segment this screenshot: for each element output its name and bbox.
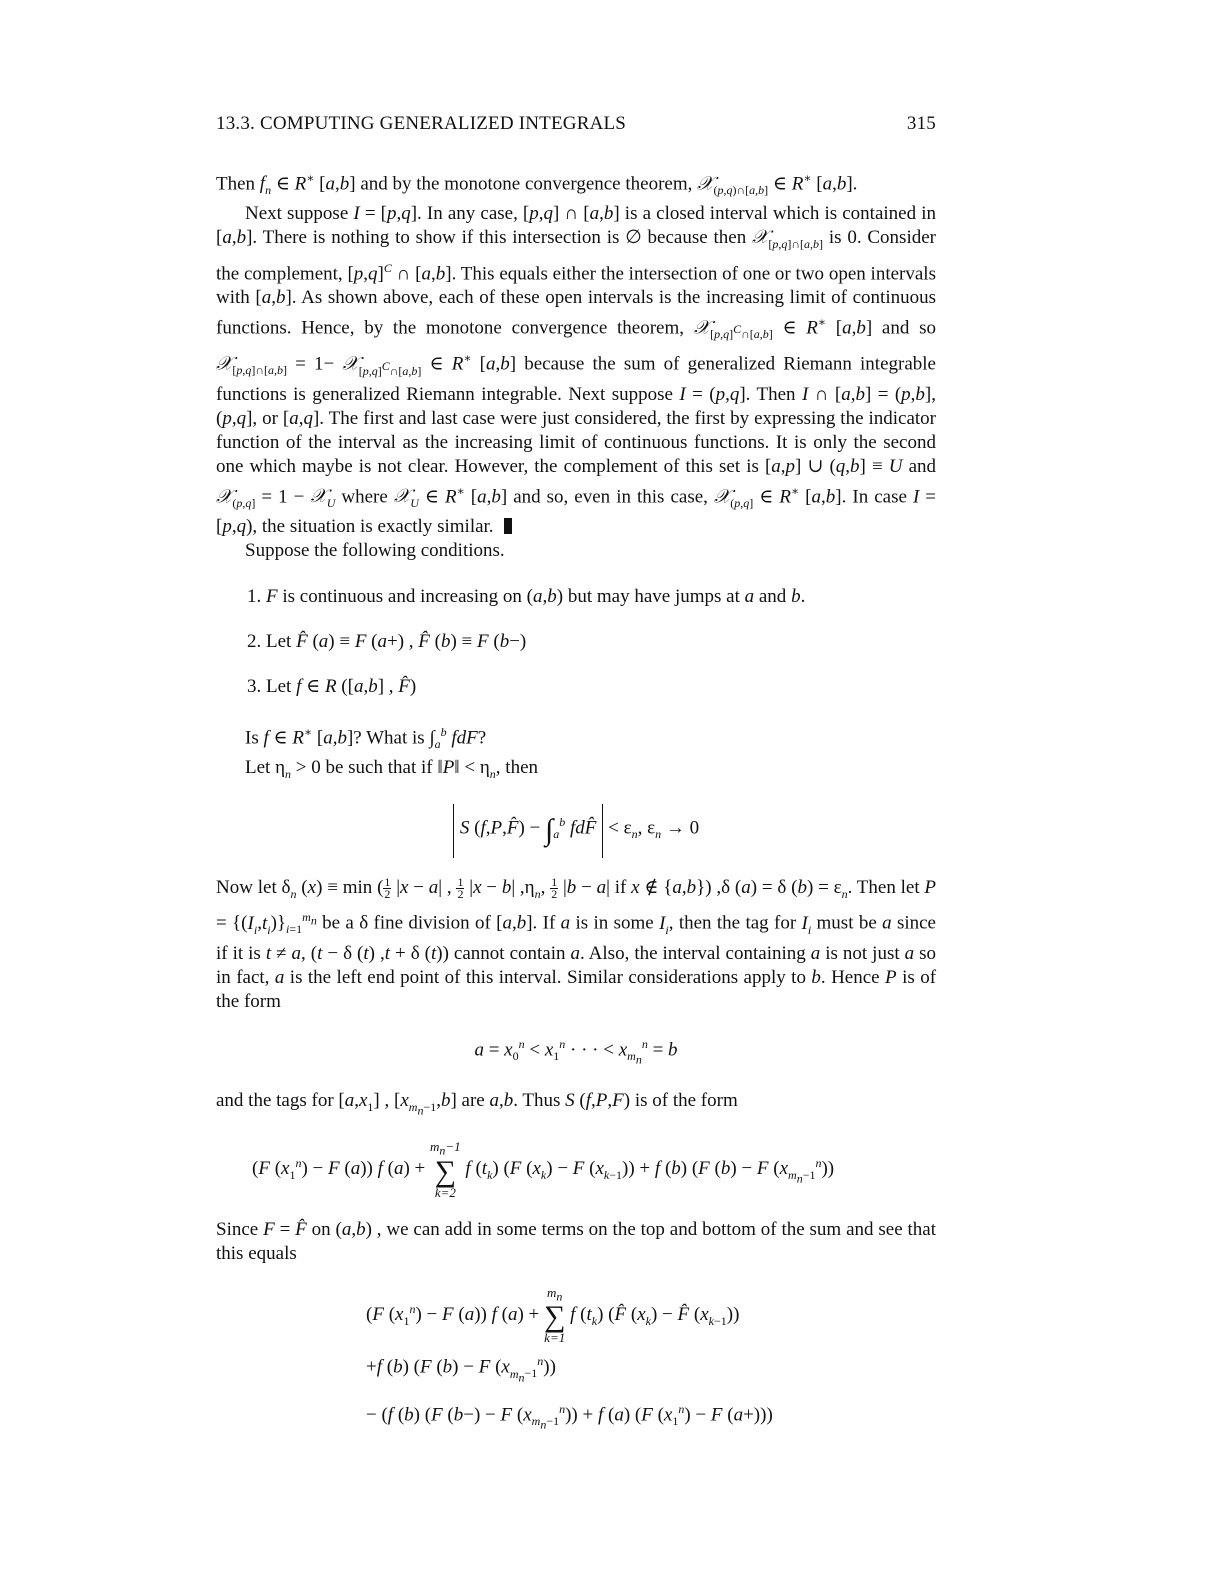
equation-1: S (f,P,F̂) − $\int_a^b$ fdF̂ < $\varepsilon_n$, $\varepsilon_n \to 0$ xyxy=(216,804,936,858)
running-header xyxy=(216,112,936,136)
equation-2: $a = x_0^n < x_1^n$ · · · < $x_{m_n}^n = b$ xyxy=(474,1036,678,1067)
paragraph-8: Since F = F̂ on (a,b) , we can add in some terms on the top and bottom of the sum and see that this equals xyxy=(216,1218,937,1264)
equation-4 xyxy=(366,1286,936,1441)
equation-4-line-1: (F $(x_1^n) - F$ (a)) f (a) + $m_n$ ∑ k=1 f $(t_k)$ (F̂ $(x_k)$ − F̂ $(x_{k-1})$) xyxy=(366,1284,740,1346)
paragraph-7: and the tags for $[a,x_1]$ , $[x_{m_n-1},b]$ are a,b. Thus S (f,P,F) is of the form xyxy=(216,1090,738,1118)
section-title: 13.3. COMPUTING GENERALIZED INTEGRALS xyxy=(216,113,627,134)
condition-3: 3. Let f ∈ R ([a,b] , F̂) xyxy=(266,675,936,699)
page-content xyxy=(216,112,936,1441)
paragraph-2: Next suppose I = [p,q]. In any case, [p,q] ∩ [a,b] is a closed interval which is contained in [a,b]. There is nothing to show if this intersection is ∅ because then 𝒳$_{[p,q]\cap[a,b]}$ is 0. Consider the complement, $[p,q]^C$ ∩ [a,b]. This equals either the intersection of one or two open intervals with [a,b]. As shown above, each of these open intervals is the increasing limit of continuous functions. Hence, by the monotone convergence theorem, 𝒳$_{[p,q]^C\cap[a,b]}$ ∈ R∗ [a,b] and so 𝒳$_{[p,q]\cap[a,b]}$ = 1− 𝒳$_{[p,q]^C\cap[a,b]}$ ∈ R∗ [a,b] because the sum of generalized Riemann integrable functions is generalized Riemann integrable. Next suppose I = (p,q]. Then I ∩ [a,b] = (p,b], (p,q], or [a,q]. The first and last case were just considered, the first by expressing the indicator function of the interval as the increasing limit of continuous functions. It is only the second one which maybe is not clear. However, the complement of this set is [a,p] ∪ (q,b] ≡ U and 𝒳$_{(p,q]}$ = 1 − 𝒳$_U$ where 𝒳$_U$ ∈ R∗ [a,b] and so, even in this case, 𝒳$_{(p,q]}$ ∈ R∗ [a,b]. In case I = [p,q), the situation is exactly similar. xyxy=(216,203,937,537)
qed-box xyxy=(504,518,512,534)
paragraph-4: Is f ∈ R∗ [a,b]? What is $\int_a^b$ fdF? xyxy=(245,724,487,751)
page-number: 315 xyxy=(906,113,936,134)
paragraph-5: Let $\eta_n > 0$ be such that if ‖P‖ < $\eta_n$, then xyxy=(245,756,539,781)
equation-3: (F $(x_1^n) - F$ (a)) f (a) + $m_n-1$ ∑ k=2 f $(t_k)$ (F $(x_k) - F$ $(x_{k-1})) + f$ (b) (F (b) − F $(x_{m_n-1}^n)$) xyxy=(252,1139,835,1200)
paragraph-6: Now let $\delta_n$ (x) ≡ min ( $\frac{1}{2}$ |x − a| , $\frac{1}{2}$ |x − b| $,\eta_n$, $\frac{1}{2}$ |b − a| if x ∉ {a,b}) ,δ (a) = δ $(b) = \varepsilon_n$. Then let $P = \{(I_i,t_i)\}_{i=1}^{m_n}$ be a δ fine division of [a,b]. If a is in some $I_i$, then the tag for $I_i$ must be a since if it is t ≠ a, (t − δ (t) ,t + δ (t)) cannot contain a. Also, the interval containing a is not just a so in fact, a is the left end point of this interval. Similar considerations apply to b. Hence P is of the form xyxy=(216,874,937,1012)
condition-1: 1. F is continuous and increasing on (a,b) but may have jumps at a and b. xyxy=(266,585,936,609)
paragraph-1: Then $f_n$ ∈ R∗ [a,b] and by the monotone convergence theorem, 𝒳$_{(p,q)\cap[a,b]}$ ∈ R∗ [a,b]. xyxy=(216,171,858,198)
equation-4-line-3: − (f (b) (F (b−) − F $(x_{m_n-1}^n)) + f$ (a) (F $(x_1^n) - F$ (a+))) xyxy=(366,1402,773,1432)
conditions-list xyxy=(216,585,936,699)
paragraph-3: Suppose the following conditions. xyxy=(245,539,505,561)
condition-2: 2. Let F̂ (a) ≡ F (a+) , F̂ (b) ≡ F (b−) xyxy=(266,630,936,654)
equation-4-line-2: +f (b) (F (b) − F $(x_{m_n-1}^n)$) xyxy=(366,1354,556,1384)
